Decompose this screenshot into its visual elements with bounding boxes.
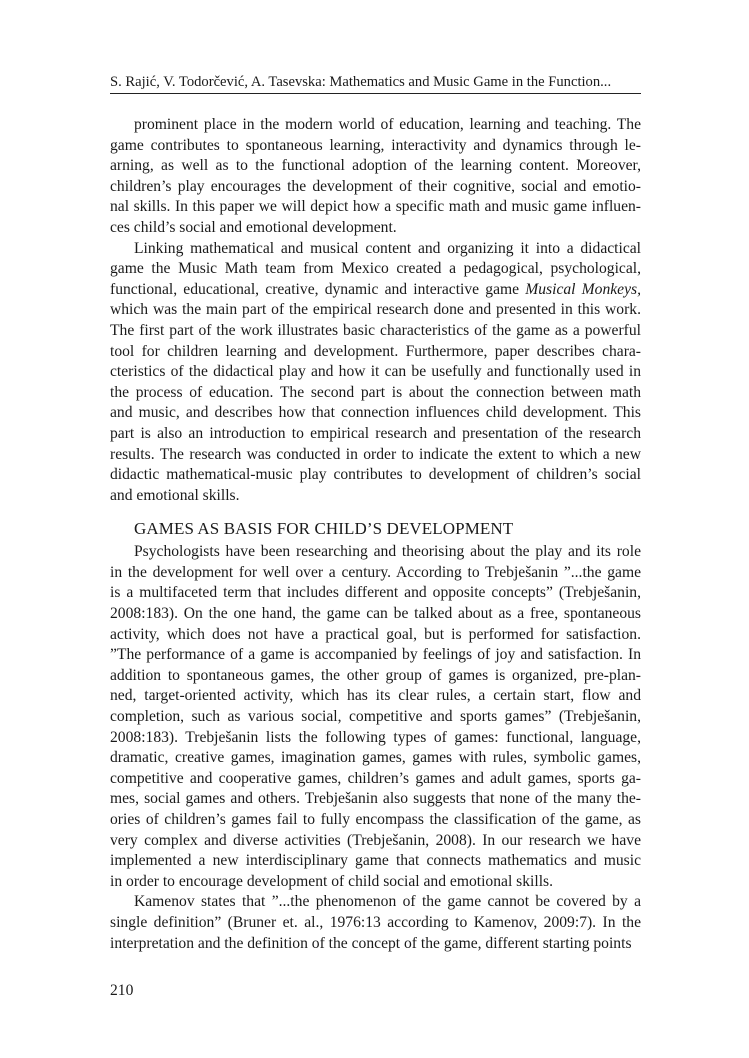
paragraph xyxy=(110,115,641,239)
intro-section xyxy=(110,115,641,506)
text-line: single definition” (Bruner et. al., 1976:13 according to Kamenov, 2009:7). In the xyxy=(110,913,641,931)
page-number: 210 xyxy=(110,982,134,999)
text-line: in the development for well over a century. According to Trebješanin ”...the game xyxy=(110,563,641,581)
games-section xyxy=(110,542,641,954)
running-header: S. Rajić, V. Todorčević, A. Tasevska: Mathematics and Music Game in the Function... xyxy=(110,73,641,94)
text-line: is a multifaceted term that includes different and opposite concepts” (Trebješanin, xyxy=(110,584,641,602)
text-line: prominent place in the modern world of education, learning and teaching. The xyxy=(134,116,641,133)
text-line: ories of children’s games fail to fully encompass the classification of the game, as xyxy=(110,811,641,828)
text-line: dramatic, creative games, imagination games, games with rules, symbolic games, xyxy=(110,749,641,767)
text-line: nal skills. In this paper we will depict how a specific math and music game influen- xyxy=(110,198,641,216)
text-line: 2008:183). On the one hand, the game can be talked about as a free, spontaneous xyxy=(110,605,641,623)
text-line: ”The performance of a game is accompanied by feelings of joy and satisfaction. In xyxy=(110,646,641,664)
text-line: tool for children learning and development. Furthermore, paper describes chara- xyxy=(110,342,641,360)
text-line: competitive and cooperative games, children’s games and adult games, sports ga- xyxy=(110,769,641,787)
text-line: results. The research was conducted in order to indicate the extent to which a new xyxy=(110,445,641,463)
section-heading: GAMES AS BASIS FOR CHILD’S DEVELOPMENT xyxy=(134,519,514,539)
text-line: Linking mathematical and musical content and organizing it into a didactical xyxy=(134,239,641,257)
text-line: activity, which does not have a practical goal, but is performed for satisfaction. xyxy=(110,625,641,643)
text-line: and music, and describes how that connection influences child development. This xyxy=(110,404,641,422)
text-line: part is also an introduction to empirical research and presentation of the research xyxy=(110,424,641,442)
text-line: Psychologists have been researching and theorising about the play and its role xyxy=(134,543,641,561)
text-line: The first part of the work illustrates basic characteristics of the game as a powerful xyxy=(110,321,641,339)
text-line: implemented a new interdisciplinary game that connects mathematics and music xyxy=(110,852,641,870)
paragraph xyxy=(110,892,641,954)
text-line: addition to spontaneous games, the other group of games is organized, pre-plan- xyxy=(110,666,641,684)
text-line: very complex and diverse activities (Trebješanin, 2008). In our research we have xyxy=(110,831,641,849)
text-line: mes, social games and others. Trebješanin also suggests that none of the many the- xyxy=(110,790,641,808)
paragraph xyxy=(110,542,641,892)
text-line: which was the main part of the empirical research done and presented in this work. xyxy=(110,301,641,319)
text-line: Kamenov states that ”...the phenomenon of the game cannot be covered by a xyxy=(134,893,641,911)
text-line: cteristics of the didactical play and how it can be usefully and functionally used in xyxy=(110,363,641,381)
text-line: functional, educational, creative, dynamic and interactive game Musical Monkeys, xyxy=(110,280,641,298)
text-line: arning, as well as to the functional adoption of the learning content. Moreover, xyxy=(110,157,641,175)
text-line: children’s play encourages the development of their cognitive, social and emotio- xyxy=(110,177,641,195)
page-body xyxy=(110,115,641,954)
text-line: completion, such as various social, competitive and sports games” (Trebješanin, xyxy=(110,708,641,726)
paragraph xyxy=(110,239,641,507)
text-line: and emotional skills. xyxy=(110,486,240,504)
text-line: game the Music Math team from Mexico created a pedagogical, psychological, xyxy=(110,260,641,278)
game-title: Musical Monkeys, xyxy=(525,280,641,298)
text-line: in order to encourage development of child social and emotional skills. xyxy=(110,872,553,890)
text-line: ned, target-oriented activity, which has its clear rules, a certain start, flow and xyxy=(110,687,641,705)
text-line: the process of education. The second part is about the connection between math xyxy=(110,383,641,401)
text-line: game contributes to spontaneous learning, interactivity and dynamics through le- xyxy=(110,136,641,154)
text-line: didactic mathematical-music play contributes to development of children’s social xyxy=(110,466,641,484)
text-line: 2008:183). Trebješanin lists the following types of games: functional, language, xyxy=(110,728,641,746)
text-line: ces child’s social and emotional development. xyxy=(110,218,397,236)
text-line: interpretation and the definition of the concept of the game, different starting points xyxy=(110,934,632,952)
